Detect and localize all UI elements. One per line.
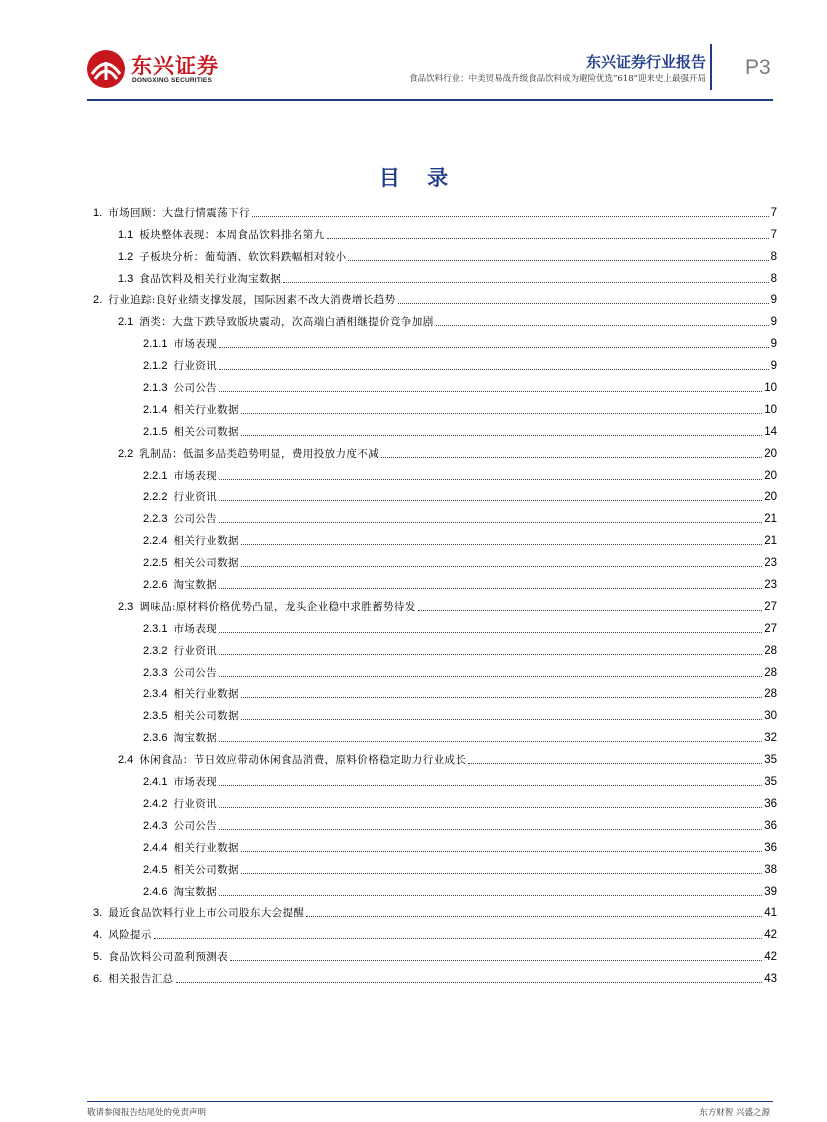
toc-entry-number: 2.1 <box>118 316 134 329</box>
toc-entry-page: 38 <box>764 863 777 876</box>
toc-dot-leader <box>219 740 762 742</box>
toc-entry-title: 市场表现 <box>173 469 218 482</box>
toc-entry-title: 相关公司数据 <box>173 710 239 723</box>
toc-entry-number: 2.4.2 <box>143 797 168 810</box>
toc-entry-number: 2.2.2 <box>143 491 168 504</box>
toc-entry-page: 20 <box>764 447 777 460</box>
toc-dot-leader <box>219 653 762 655</box>
toc-dot-leader <box>241 434 762 436</box>
toc-dot-leader <box>219 368 769 370</box>
toc-entry-number: 2.1.2 <box>143 360 168 373</box>
toc-entry[interactable] <box>93 570 777 592</box>
page-header <box>0 0 827 104</box>
toc-entry-page: 21 <box>764 535 777 548</box>
toc-entry[interactable] <box>93 592 777 614</box>
toc-entry-number: 6. <box>93 973 103 986</box>
page-number: P3 <box>745 56 771 79</box>
toc-entry[interactable] <box>93 723 777 745</box>
toc-entry-page: 9 <box>770 338 777 351</box>
toc-entry-page: 28 <box>764 666 777 679</box>
toc-entry-title: 行业资讯 <box>173 360 218 373</box>
footer-slogan: 东方财智 兴盛之源 <box>699 1108 770 1118</box>
toc-entry-title: 行业资讯 <box>173 491 218 504</box>
toc-entry[interactable] <box>93 198 777 220</box>
toc-entry[interactable] <box>93 504 777 526</box>
report-subtitle: 食品饮料行业：中美贸易战升级食品饮料成为避险优选“618”迎来史上最强开局 <box>409 74 706 84</box>
toc-entry[interactable] <box>93 964 777 986</box>
toc-dot-leader <box>219 631 762 633</box>
toc-entry[interactable] <box>93 920 777 942</box>
toc-entry[interactable] <box>93 417 777 439</box>
toc-entry-title: 食品饮料公司盈利预测表 <box>108 951 229 964</box>
toc-entry-title: 市场表现 <box>173 776 218 789</box>
toc-entry[interactable] <box>93 351 777 373</box>
toc-dot-leader <box>468 762 762 764</box>
toc-entry-title: 公司公告 <box>173 819 218 832</box>
toc-entry-title: 淘宝数据 <box>173 885 218 898</box>
toc-dot-leader <box>219 346 769 348</box>
toc-dot-leader <box>436 324 769 326</box>
toc-dot-leader <box>306 915 762 917</box>
toc-entry-number: 2.3.4 <box>143 688 168 701</box>
header-divider <box>710 44 712 90</box>
toc-entry-title: 相关行业数据 <box>173 841 239 854</box>
toc-entry-page: 43 <box>764 973 777 986</box>
toc-entry-number: 2.4.4 <box>143 841 168 854</box>
toc-entry-title: 公司公告 <box>173 513 218 526</box>
toc-dot-leader <box>154 937 762 939</box>
toc-entry-title: 相关行业数据 <box>173 535 239 548</box>
toc-entry-page: 8 <box>770 272 777 285</box>
toc-entry-number: 4. <box>93 929 103 942</box>
toc-entry-number: 2.1.3 <box>143 382 168 395</box>
toc-entry-page: 7 <box>770 206 777 219</box>
toc-dot-leader <box>381 456 762 458</box>
toc-entry-number: 2.4.5 <box>143 863 168 876</box>
toc-entry[interactable] <box>93 767 777 789</box>
toc-entry-number: 2.4.1 <box>143 776 168 789</box>
toc-entry-page: 20 <box>764 469 777 482</box>
toc-entry[interactable] <box>93 526 777 548</box>
toc-entry-number: 2.2.4 <box>143 535 168 548</box>
toc-entry-title: 风险提示 <box>108 929 152 942</box>
toc-entry-title: 相关行业数据 <box>173 403 239 416</box>
toc-entry-title: 公司公告 <box>173 666 218 679</box>
toc-entry-page: 10 <box>764 403 777 416</box>
toc-entry-number: 2.2.6 <box>143 579 168 592</box>
toc-entry[interactable] <box>93 461 777 483</box>
toc-entry-title: 公司公告 <box>173 382 218 395</box>
toc-entry[interactable] <box>93 833 777 855</box>
toc-dot-leader <box>219 675 762 677</box>
toc-entry-number: 2.1.1 <box>143 338 168 351</box>
toc-entry-title: 行业追踪:良好业绩支撑发展，国际因素不改大消费增长趋势 <box>108 294 396 307</box>
toc-dot-leader <box>241 872 762 874</box>
toc-dot-leader <box>418 609 762 611</box>
toc-entry-title: 酒类：大盘下跌导致版块震动，次高端白酒相继提价竞争加剧 <box>139 316 434 329</box>
toc-dot-leader <box>176 981 763 983</box>
toc-dot-leader <box>241 718 762 720</box>
toc-entry-title: 市场表现 <box>173 338 218 351</box>
toc-entry-number: 2.1.5 <box>143 425 168 438</box>
toc-entry-title: 乳制品：低温多品类趋势明显，费用投放力度不减 <box>139 447 380 460</box>
toc-entry-page: 36 <box>764 841 777 854</box>
toc-entry-title: 相关公司数据 <box>173 863 239 876</box>
toc-dot-leader <box>241 565 762 567</box>
toc-entry-page: 35 <box>764 776 777 789</box>
toc-dot-leader <box>219 521 762 523</box>
toc-entry-number: 2.2.3 <box>143 513 168 526</box>
toc-entry[interactable] <box>93 286 777 308</box>
toc-entry[interactable] <box>93 701 777 723</box>
toc-entry-number: 2.4.3 <box>143 819 168 832</box>
toc-entry-number: 5. <box>93 951 103 964</box>
toc-dot-leader <box>219 499 762 501</box>
toc-dot-leader <box>348 259 768 261</box>
toc-dot-leader <box>219 806 762 808</box>
toc-entry-number: 2.2.5 <box>143 557 168 570</box>
toc-entry[interactable] <box>93 658 777 680</box>
toc-entry-page: 32 <box>764 732 777 745</box>
toc-entry[interactable] <box>93 439 777 461</box>
toc-entry-title: 相关行业数据 <box>173 688 239 701</box>
toc-entry[interactable] <box>93 745 777 767</box>
toc-entry-title: 市场回顾：大盘行情震荡下行 <box>108 206 250 219</box>
toc-entry-title: 淘宝数据 <box>173 732 218 745</box>
toc-entry[interactable] <box>93 264 777 286</box>
toc-entry-title: 淘宝数据 <box>173 579 218 592</box>
toc-entry[interactable] <box>93 942 777 964</box>
toc-entry[interactable] <box>93 789 777 811</box>
toc-dot-leader <box>252 215 769 217</box>
toc-entry-page: 7 <box>770 228 777 241</box>
toc-entry-number: 1.3 <box>118 272 134 285</box>
toc-entry[interactable] <box>93 614 777 636</box>
toc-entry-page: 23 <box>764 557 777 570</box>
toc-entry-number: 2.3.1 <box>143 622 168 635</box>
company-logo <box>85 48 220 90</box>
toc-entry-number: 2. <box>93 294 103 307</box>
toc-entry-number: 2.3.6 <box>143 732 168 745</box>
toc-entry-page: 42 <box>764 929 777 942</box>
toc-entry-page: 8 <box>770 250 777 263</box>
toc-entry-page: 9 <box>770 294 777 307</box>
toc-dot-leader <box>327 237 769 239</box>
toc-entry-title: 相关公司数据 <box>173 557 239 570</box>
toc-entry-title: 调味品:原材料价格优势凸显，龙头企业稳中求胜蓄势待发 <box>139 600 416 613</box>
toc-entry-number: 2.4.6 <box>143 885 168 898</box>
toc-entry[interactable] <box>93 899 777 921</box>
toc-dot-leader <box>230 959 762 961</box>
toc-entry-number: 2.3.2 <box>143 644 168 657</box>
toc-entry[interactable] <box>93 483 777 505</box>
toc-entry[interactable] <box>93 811 777 833</box>
toc-entry[interactable] <box>93 242 777 264</box>
toc-entry-number: 2.3.5 <box>143 710 168 723</box>
toc-dot-leader <box>241 543 762 545</box>
footer-rule <box>87 1101 773 1102</box>
toc-entry-title: 板块整体表现：本周食品饮料排名第九 <box>139 228 325 241</box>
toc-entry-number: 1. <box>93 206 103 219</box>
toc-entry-page: 14 <box>764 425 777 438</box>
toc-dot-leader <box>219 784 762 786</box>
toc-entry-page: 9 <box>770 360 777 373</box>
toc-dot-leader <box>219 390 762 392</box>
toc-entry-page: 23 <box>764 579 777 592</box>
toc-dot-leader <box>241 412 762 414</box>
toc-entry[interactable] <box>93 220 777 242</box>
toc-entry-number: 3. <box>93 907 103 920</box>
toc-dot-leader <box>398 302 769 304</box>
footer-disclaimer: 敬请参阅报告结尾处的免责声明 <box>87 1108 207 1118</box>
toc-entry-title: 行业资讯 <box>173 797 218 810</box>
toc-entry-title: 食品饮料及相关行业淘宝数据 <box>139 272 281 285</box>
toc-entry-number: 2.3.3 <box>143 666 168 679</box>
toc-dot-leader <box>283 281 769 283</box>
toc-entry-page: 28 <box>764 688 777 701</box>
logo-emblem-icon <box>85 48 127 90</box>
header-rule <box>87 99 773 101</box>
logo-chinese-name: 东兴证券 <box>131 54 219 78</box>
toc-dot-leader <box>219 587 762 589</box>
toc-entry[interactable] <box>93 636 777 658</box>
toc-dot-leader <box>241 850 762 852</box>
toc-entry-page: 28 <box>764 644 777 657</box>
toc-entry-number: 1.2 <box>118 250 134 263</box>
toc-entry-page: 20 <box>764 491 777 504</box>
report-title: 东兴证券行业报告 <box>585 53 706 71</box>
toc-dot-leader <box>219 894 762 896</box>
toc-dot-leader <box>241 696 762 698</box>
toc-entry[interactable] <box>93 877 777 899</box>
toc-entry-page: 21 <box>764 513 777 526</box>
toc-entry-page: 27 <box>764 600 777 613</box>
toc-entry-page: 9 <box>770 316 777 329</box>
toc-entry[interactable] <box>93 395 777 417</box>
toc-entry-title: 子板块分析：葡萄酒、软饮料跌幅相对较小 <box>139 250 347 263</box>
toc-entry-page: 10 <box>764 382 777 395</box>
toc-entry[interactable] <box>93 329 777 351</box>
logo-english-name: DONGXING SECURITIES <box>132 77 213 84</box>
toc-entry[interactable] <box>93 548 777 570</box>
toc-entry-number: 2.2.1 <box>143 469 168 482</box>
toc-entry[interactable] <box>93 373 777 395</box>
toc-entry-number: 2.3 <box>118 600 134 613</box>
toc-dot-leader <box>219 478 762 480</box>
toc-entry-title: 市场表现 <box>173 622 218 635</box>
toc-entry[interactable] <box>93 307 777 329</box>
toc-entry[interactable] <box>93 680 777 702</box>
toc-entry-page: 41 <box>764 907 777 920</box>
toc-entry-title: 休闲食品：节日效应带动休闲食品消费，原料价格稳定助力行业成长 <box>139 754 467 767</box>
toc-title: 目 录 <box>378 166 459 190</box>
toc-entry-page: 36 <box>764 819 777 832</box>
toc-entry-page: 39 <box>764 885 777 898</box>
table-of-contents <box>93 198 777 986</box>
toc-entry-page: 36 <box>764 797 777 810</box>
toc-entry-page: 30 <box>764 710 777 723</box>
toc-entry-number: 1.1 <box>118 228 134 241</box>
toc-entry-title: 相关报告汇总 <box>108 973 174 986</box>
toc-dot-leader <box>219 828 762 830</box>
toc-entry-title: 相关公司数据 <box>173 425 239 438</box>
toc-entry-number: 2.1.4 <box>143 403 168 416</box>
toc-entry-number: 2.2 <box>118 447 134 460</box>
toc-entry[interactable] <box>93 855 777 877</box>
toc-entry-title: 最近食品饮料行业上市公司股东大会提醒 <box>108 907 305 920</box>
toc-entry-page: 27 <box>764 622 777 635</box>
toc-entry-title: 行业资讯 <box>173 644 218 657</box>
toc-entry-page: 35 <box>764 754 777 767</box>
toc-entry-page: 42 <box>764 951 777 964</box>
toc-entry-number: 2.4 <box>118 754 134 767</box>
